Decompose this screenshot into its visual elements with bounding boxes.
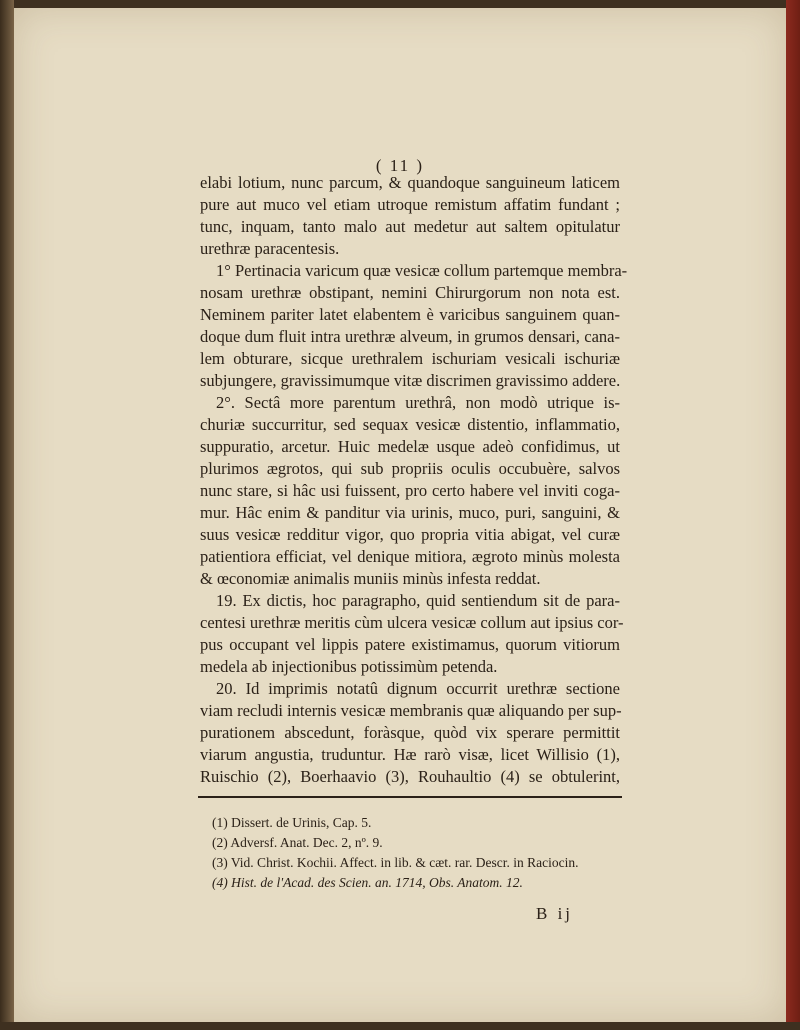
body-line: subjungere, gravissimumque vitæ discrimen gravissimo addere.: [200, 371, 621, 390]
page-number: ( 11 ): [375, 156, 425, 175]
signature-mark: B ij: [536, 904, 574, 923]
body-line: nunc stare, si hâc usi fuissent, pro certo habere vel inviti coga-: [200, 481, 620, 500]
body-line: patientiora efficiat, vel denique mitiora, ægroto minùs molesta: [200, 547, 620, 566]
book-cover-right-edge: [786, 0, 800, 1030]
body-line: pure aut muco vel etiam utroque remistum affatim fundant ;: [200, 195, 620, 214]
footnote: (1) Dissert. de Urinis, Cap. 5.: [212, 815, 372, 830]
body-line: 1° Pertinacia varicum quæ vesicæ collum partemque membra-: [216, 261, 628, 280]
body-line: elabi lotium, nunc parcum, & quandoque sanguineum laticem: [200, 173, 620, 192]
page-bottom-edge: [0, 1022, 800, 1030]
footnote: (2) Adversf. Anat. Dec. 2, nº. 9.: [212, 835, 383, 850]
body-line: viarum angustia, truduntur. Hæ rarò visæ, licet Willisio (1),: [200, 745, 620, 764]
body-line: Ruischio (2), Boerhaavio (3), Rouhaultio (4) se obtulerint,: [200, 767, 620, 786]
footnote: (4) Hist. de l'Acad. des Scien. an. 1714, Obs. Anatom. 12.: [212, 875, 523, 890]
footnote-rule: [198, 796, 622, 798]
body-line: viam recludi internis vesicæ membranis quæ aliquando per sup-: [200, 701, 622, 720]
body-line: & œconomiæ animalis muniis minùs infesta reddat.: [200, 569, 541, 588]
body-line: mur. Hâc enim & panditur via urinis, muco, puri, sanguini, &: [200, 503, 620, 522]
body-line: purationem abscedunt, foràsque, quòd vix sperare permittit: [200, 723, 620, 742]
body-line: 19. Ex dictis, hoc paragrapho, quid sentiendum sit de para-: [216, 591, 620, 610]
body-line: centesi urethræ meritis cùm ulcera vesicæ collum aut ipsius cor-: [200, 613, 624, 632]
body-line: tunc, inquam, tanto malo aut medetur aut saltem opitulatur: [200, 217, 620, 236]
body-line: doque dum fluit intra urethræ alveum, in grumos densari, cana-: [200, 327, 620, 346]
body-line: plurimos ægrotos, qui sub propriis oculis occubuère, salvos: [200, 459, 620, 478]
body-line: 2°. Sectâ more parentum urethrâ, non modò utrique is-: [216, 393, 620, 412]
body-line: medela ab injectionibus potissimùm petenda.: [200, 657, 498, 676]
body-line: churiæ succurritur, sed sequax vesicæ distentio, inflammatio,: [200, 415, 620, 434]
footnote: (3) Vid. Christ. Kochii. Affect. in lib. & cæt. rar. Descr. in Raciocin.: [212, 855, 579, 870]
page-top-edge: [0, 0, 800, 8]
body-line: 20. Id imprimis notatû dignum occurrit urethræ sectione: [216, 679, 620, 698]
book-binding-left-edge: [0, 0, 14, 1030]
body-line: suppuratio, arcetur. Huic medelæ usque adeò confidimus, ut: [200, 437, 620, 456]
body-line: urethræ paracentesis.: [200, 239, 340, 258]
body-line: nosam urethræ obstipant, nemini Chirurgorum non nota est.: [200, 283, 620, 302]
body-line: suus vesicæ redditur vigor, quo propria vitia abigat, vel curæ: [200, 525, 620, 544]
body-line: Neminem pariter latet elabentem è varicibus sanguinem quan-: [200, 305, 620, 324]
body-line: lem obturare, sicque urethralem ischuriam vesicali ischuriæ: [200, 349, 620, 368]
body-line: pus occupant vel lippis patere existimamus, quorum vitiorum: [200, 635, 620, 654]
